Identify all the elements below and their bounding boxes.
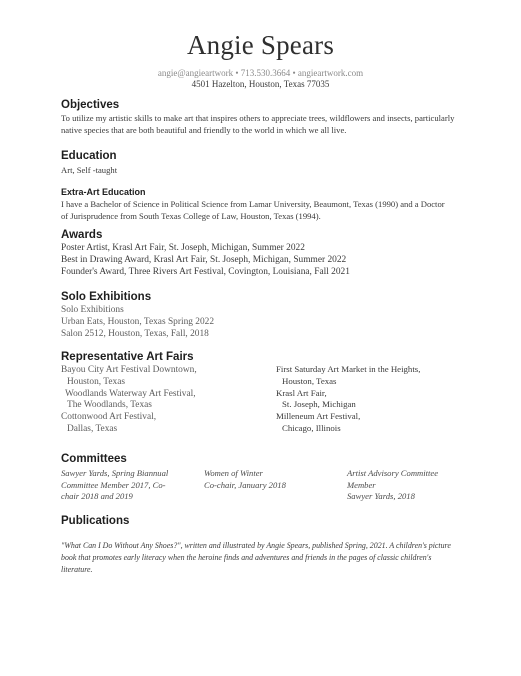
- list-item: Member: [347, 479, 376, 490]
- list-item: Cottonwood Art Festival,: [61, 412, 157, 423]
- publications-text: "What Can I Do Without Any Shoes?", written and illustrated by Angie Spears, published Spring, 2021. A children's picture book that promotes early literacy when the heroine finds and adventures and friends in the pages of classic children's literature.: [61, 541, 451, 574]
- awards-list: [61, 243, 350, 278]
- list-item: Bayou City Art Festival Downtown,: [61, 365, 197, 375]
- education-text: Art, Self -taught: [61, 165, 118, 175]
- list-item: Poster Artist, Krasl Art Fair, St. Joseph, Michigan, Summer 2022: [61, 243, 305, 253]
- list-item: Dallas, Texas: [67, 423, 118, 434]
- list-item: St. Joseph, Michigan: [282, 399, 356, 410]
- committees-heading: Committees: [61, 453, 127, 465]
- list-item: Sawyer Yards, Spring Biannual: [61, 468, 169, 478]
- publications-heading: Publications: [61, 515, 130, 527]
- solo-exhibitions-heading: Solo Exhibitions: [61, 291, 152, 303]
- list-item: Women of Winter: [204, 468, 263, 478]
- list-item: Houston, Texas: [282, 375, 337, 386]
- list-item: Founder's Award, Three Rivers Art Festival, Covington, Louisiana, Fall 2021: [61, 266, 350, 277]
- list-item: Houston, Texas: [67, 376, 126, 387]
- objectives-heading: Objectives: [61, 99, 120, 111]
- extra-education-heading: Extra-Art Education: [61, 187, 146, 197]
- list-item: First Saturday Art Market in the Heights,: [276, 364, 421, 374]
- list-item: Urban Eats, Houston, Texas Spring 2022: [61, 316, 215, 327]
- committee-column-2: [204, 468, 286, 491]
- resume-name: Angie Spears: [186, 30, 335, 60]
- solo-exhibitions-list: [61, 305, 214, 340]
- contact-line: angie@angieartwork • 713.530.3664 • angieartwork.com: [157, 68, 364, 78]
- committee-column-1: [61, 468, 168, 503]
- art-fairs-left-column: [61, 365, 197, 436]
- list-item: Committee Member 2017, Co-: [61, 479, 166, 490]
- education-heading: Education: [61, 150, 117, 162]
- art-fairs-right-column: [276, 364, 420, 435]
- list-item: Artist Advisory Committee: [347, 468, 439, 478]
- address-line: 4501 Hazelton, Houston, Texas 77035: [191, 79, 330, 89]
- awards-heading: Awards: [61, 229, 103, 241]
- list-item: Sawyer Yards, 2018: [347, 491, 415, 502]
- list-item: The Woodlands, Texas: [67, 400, 152, 411]
- list-item: Best in Drawing Award, Krasl Art Fair, St. Joseph, Michigan, Summer 2022: [61, 254, 347, 265]
- list-item: Salon 2512, Houston, Texas, Fall, 2018: [61, 328, 209, 339]
- list-item: Solo Exhibitions: [61, 305, 124, 315]
- list-item: Krasl Art Fair,: [276, 387, 327, 398]
- art-fairs-heading: Representative Art Fairs: [61, 351, 194, 363]
- extra-education-text: I have a Bachelor of Science in Political Science from Lamar University, Beaumont, Texas (1990) and a Doctor of Jurisprudence from South Texas College of Law, Houston, Texas (1994).: [61, 199, 445, 221]
- list-item: chair 2018 and 2019: [61, 491, 133, 502]
- list-item: Milleneum Art Festival,: [276, 411, 361, 422]
- objectives-text: To utilize my artistic skills to make art that inspires others to appreciate trees, wildflowers and insects, particularly native species that are both beautiful and friendly to the world in which we all live.: [61, 113, 455, 135]
- list-item: Co-chair, January 2018: [204, 479, 286, 490]
- committee-column-3: [347, 468, 438, 503]
- list-item: Woodlands Waterway Art Festival,: [65, 388, 196, 399]
- list-item: Chicago, Illinois: [282, 422, 341, 433]
